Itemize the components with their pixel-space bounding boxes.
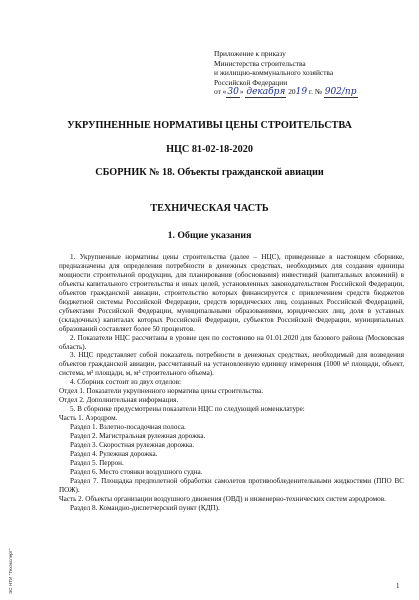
norm-code: НЦС 81-02-18-2020 (166, 144, 253, 155)
appendix-line-2: Министерства строительства (214, 58, 306, 68)
part-1-section-2: Раздел 2. Магистральная рулежная дорожка. (70, 432, 206, 441)
appendix-block (214, 49, 404, 98)
part-2-section-8: Раздел 8. Командно-диспетчерский пункт (КДП). (70, 503, 220, 512)
order-year: 19 (295, 87, 308, 98)
part-1-section-4: Раздел 4. Рулежная дорожка. (70, 449, 158, 458)
part-2-title: Часть 2. Объекты организации воздушного движения (ОВД) и инженерно-технических систем аэродромов. (59, 494, 386, 503)
order-month: декабря (246, 87, 286, 98)
paragraph-4: 4. Сборник состоит из двух отделов: (70, 378, 181, 387)
order-day: 30 (227, 87, 239, 98)
part-1-title: Часть 1. Аэродром. (59, 414, 118, 423)
part-1-section-3: Раздел 3. Скоростная рулежная дорожка. (70, 441, 195, 450)
department-2: Отдел 2. Дополнительная информация. (59, 396, 179, 405)
collection-title: СБОРНИК № 18. Объекты гражданской авиации (95, 167, 324, 178)
part-1-section-7: Раздел 7. Площадка предполетной обработки самолетов противообледенительными жидкостями (ППО ВС ПОЖ). (59, 476, 404, 494)
main-title: УКРУПНЕННЫЕ НОРМАТИВЫ ЦЕНЫ СТРОИТЕЛЬСТВА (67, 120, 352, 131)
part-1-section-6: Раздел 6. Место стоянки воздушного судна. (70, 467, 203, 476)
order-number: 902/пр (324, 87, 357, 98)
paragraph-1: 1. Укрупненные нормативы цены строительства (далее – НЦС), приведенные в настоящем сборнике, предназначены для определения потребности в денежных средствах, необходимых для создания единицы мощности строительной продукции, для планирования (обоснования) инвестиций (капитальных вложений) в объекты капитального строительства и иных целей, установленных законодательством Российской Федерации, объектов гражданской авиации, строительство которых финансируется с привлечением средств бюджетов бюджетной системы Российской Федерации, средств юридических лиц, созданных Российской Федерацией, субъектами Российской Федерации, муниципальными образованиями, юридических лиц, доля в уставных (складочных) капиталах которых Российской Федерации, субъектов Российской Федерации, муниципальных образований составляет более 50 процентов. (59, 253, 404, 333)
appendix-line-4: Российской Федерации (214, 77, 288, 87)
part-1-section-5: Раздел 5. Перрон. (70, 458, 124, 467)
part-1-section-1: Раздел 1. Взлетно-посадочная полоса. (70, 423, 186, 432)
order-date-line: от «30» декабря 2019 г. № 902/пр (214, 87, 357, 98)
department-1: Отдел 1. Показатели укрупненного норматива цены строительства. (59, 387, 264, 396)
section-title: 1. Общие указания (167, 230, 252, 241)
page-number: 1 (396, 582, 400, 590)
paragraph-2: 2. Показатели НЦС рассчитаны в уровне цен по состоянию на 01.01.2020 для базового района (Московская область). (59, 333, 404, 351)
part-title: ТЕХНИЧЕСКАЯ ЧАСТЬ (150, 203, 269, 214)
body-text (59, 253, 404, 513)
appendix-line-1: Приложение к приказу (214, 49, 286, 58)
nomenclature-intro: 5. В сборнике предусмотрены показатели НЦС по следующей номенклатуре: (70, 405, 305, 414)
appendix-line-3: и жилищно-коммунального хозяйства (214, 68, 334, 78)
side-watermark: ЭС НТИ "Техэксперт" (8, 548, 13, 594)
paragraph-3: 3. НЦС представляет собой показатель потребности в денежных средствах, необходимый для возведения объектов гражданской авиации, рассчитанный на установленную единицу измерения (1000 м² площади, объект, система, м² площади, м, м³ строительного объема). (59, 351, 404, 378)
